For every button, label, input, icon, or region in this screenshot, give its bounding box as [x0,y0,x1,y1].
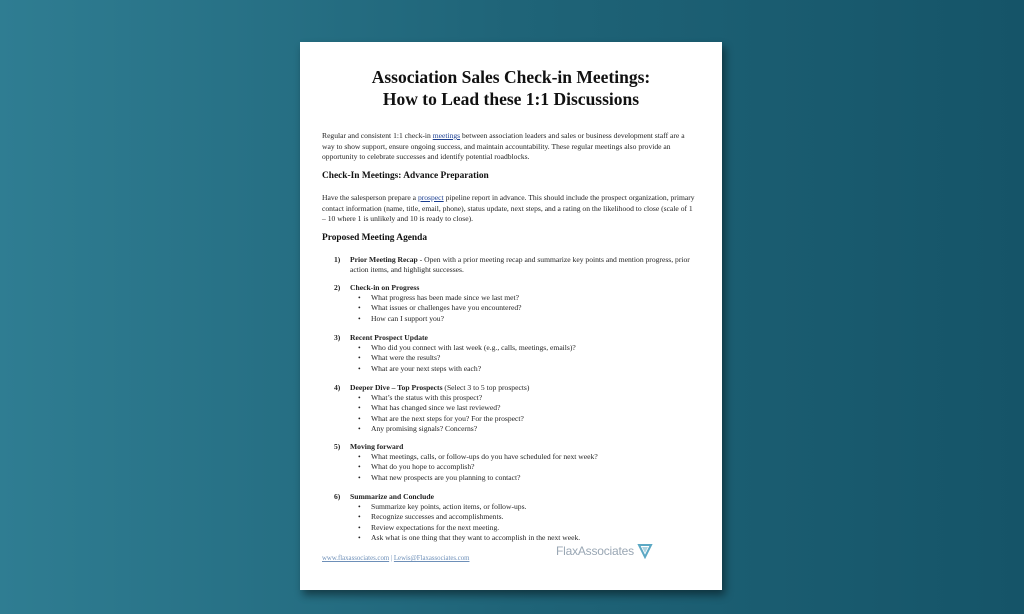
agenda-item-body [350,383,694,393]
bullet-dot-icon: • [358,363,361,373]
agenda-item-label: Prior Meeting Recap [350,255,418,264]
agenda-bullet-text: What’s the status with this prospect? [371,393,483,403]
footer-separator: | [389,555,394,562]
intro-paragraph [322,131,698,163]
agenda-bullet-list [358,343,694,374]
agenda-bullet-text: Ask what is one thing that they want to accomplish in the next week. [371,532,581,542]
agenda-item-label: Check-in on Progress [350,283,420,292]
agenda-item [334,442,694,483]
agenda-bullet [358,462,694,472]
agenda-item [334,283,694,324]
agenda-bullet [358,512,694,522]
agenda-bullet-text: Any promising signals? Concerns? [371,423,478,433]
logo-text: FlaxAssociates [556,544,634,558]
agenda-item [334,333,694,374]
agenda-item-number: 2) [334,283,341,292]
agenda-bullet [358,403,694,413]
agenda-bullet-text: How can I support you? [371,313,444,323]
agenda-bullet-text: Recognize successes and accomplishments. [371,512,504,522]
agenda-bullet [358,414,694,424]
bullet-dot-icon: • [358,353,361,363]
agenda-item-body [350,255,694,275]
agenda-bullet-list [358,393,694,434]
agenda-bullet-text: What new prospects are you planning to contact? [371,472,521,482]
agenda-item-number: 5) [334,442,341,451]
agenda-bullet [358,452,694,462]
agenda-bullet [358,343,694,353]
bullet-dot-icon: • [358,522,361,532]
agenda-item-label: Deeper Dive – Top Prospects [350,383,443,392]
agenda-bullet-text: What meetings, calls, or follow-ups do you have scheduled for next week? [371,452,598,462]
agenda-bullet-text: What are the next steps for you? For the prospect? [371,413,524,423]
flax-logo [556,542,653,560]
agenda-item-number: 3) [334,333,341,342]
bullet-dot-icon: • [358,393,361,403]
prep-text-after: pipeline report in advance. This should include the prospect organization, primary contact information (name, title, email, phone), status update, next steps, and a rating on the likelihood to close (scale of 1 – 10 where 1 is unlikely and 10 is ready to close). [322,193,695,224]
agenda-item-body [350,283,694,293]
agenda-bullet-list [358,502,694,543]
bullet-dot-icon: • [358,403,361,413]
bullet-dot-icon: • [358,293,361,303]
bullet-dot-icon: • [358,343,361,353]
prep-text-before: Have the salesperson prepare a [322,193,418,202]
intro-text-before: Regular and consistent 1:1 check-in [322,131,433,140]
agenda-item [334,492,694,543]
agenda-item [334,255,694,275]
agenda-item-label: Moving forward [350,442,404,451]
agenda-heading: Proposed Meeting Agenda [322,233,428,243]
document-title [300,66,722,110]
agenda-item-text: (Select 3 to 5 top prospects) [442,383,530,392]
agenda-bullet-text: Summarize key points, action items, or follow-ups. [371,502,527,512]
agenda-item-number: 1) [334,255,341,264]
agenda-bullet-text: What are your next steps with each? [371,363,482,373]
agenda-bullet-text: What issues or challenges have you encountered? [371,303,522,313]
email-link[interactable]: Lewis@Flaxassociates.com [393,555,470,562]
agenda-bullet-text: What do you hope to accomplish? [371,462,475,472]
prep-paragraph [322,193,698,225]
agenda-bullet [358,293,694,303]
agenda-bullet-text: What progress has been made since we last met? [371,293,520,303]
agenda-item-number: 4) [334,383,341,392]
agenda-bullet-text: What has changed since we last reviewed? [371,403,501,413]
document-page [300,42,722,590]
bullet-dot-icon: • [358,313,361,323]
agenda-item-body [350,442,694,452]
bullet-dot-icon: • [358,452,361,462]
agenda-bullet-list [358,293,694,324]
agenda-item-label: Recent Prospect Update [350,333,428,342]
agenda-bullet-text: What were the results? [371,353,441,363]
footer-contact [322,555,469,562]
flax-logo-icon [637,543,653,559]
agenda-bullet [358,523,694,533]
agenda-item [334,383,694,434]
agenda-item-body [350,492,694,502]
title-line-2: How to Lead these 1:1 Discussions [382,89,640,109]
agenda-bullet-list [358,452,694,483]
title-line-1: Association Sales Check-in Meetings: [371,67,651,87]
agenda-item-body [350,333,694,343]
bullet-dot-icon: • [358,502,361,512]
agenda-bullet [358,424,694,434]
agenda-bullet [358,364,694,374]
agenda-bullet [358,393,694,403]
agenda-bullet-text: Review expectations for the next meeting. [371,522,500,532]
meetings-link[interactable]: meetings [432,131,461,140]
agenda-bullet [358,473,694,483]
intro-text-after: between association leaders and sales or business development staff are a way to show support, ensure ongoing success, and maintain accountability. These regular meetings also provide an opportunity to celebrate successes and identify potential roadblocks. [322,131,685,162]
bullet-dot-icon: • [358,462,361,472]
bullet-dot-icon: • [358,512,361,522]
agenda-item-text: - Open with a prior meeting recap and summarize key points and mention progress, prior action items, and highlight successes. [350,255,690,275]
agenda-item-number: 6) [334,492,341,501]
bullet-dot-icon: • [358,532,361,542]
bullet-dot-icon: • [358,423,361,433]
agenda-bullet [358,502,694,512]
prospect-link[interactable]: prospect [417,193,444,202]
agenda-bullet [358,353,694,363]
agenda-bullet [358,303,694,313]
agenda-bullet [358,314,694,324]
agenda-item-label: Summarize and Conclude [350,492,434,501]
website-link[interactable]: www.flaxassociates.com [322,555,390,562]
agenda-bullet-text: Who did you connect with last week (e.g., calls, meetings, emails)? [371,343,576,353]
bullet-dot-icon: • [358,303,361,313]
bullet-dot-icon: • [358,472,361,482]
prep-heading: Check-In Meetings: Advance Preparation [322,171,489,181]
bullet-dot-icon: • [358,413,361,423]
